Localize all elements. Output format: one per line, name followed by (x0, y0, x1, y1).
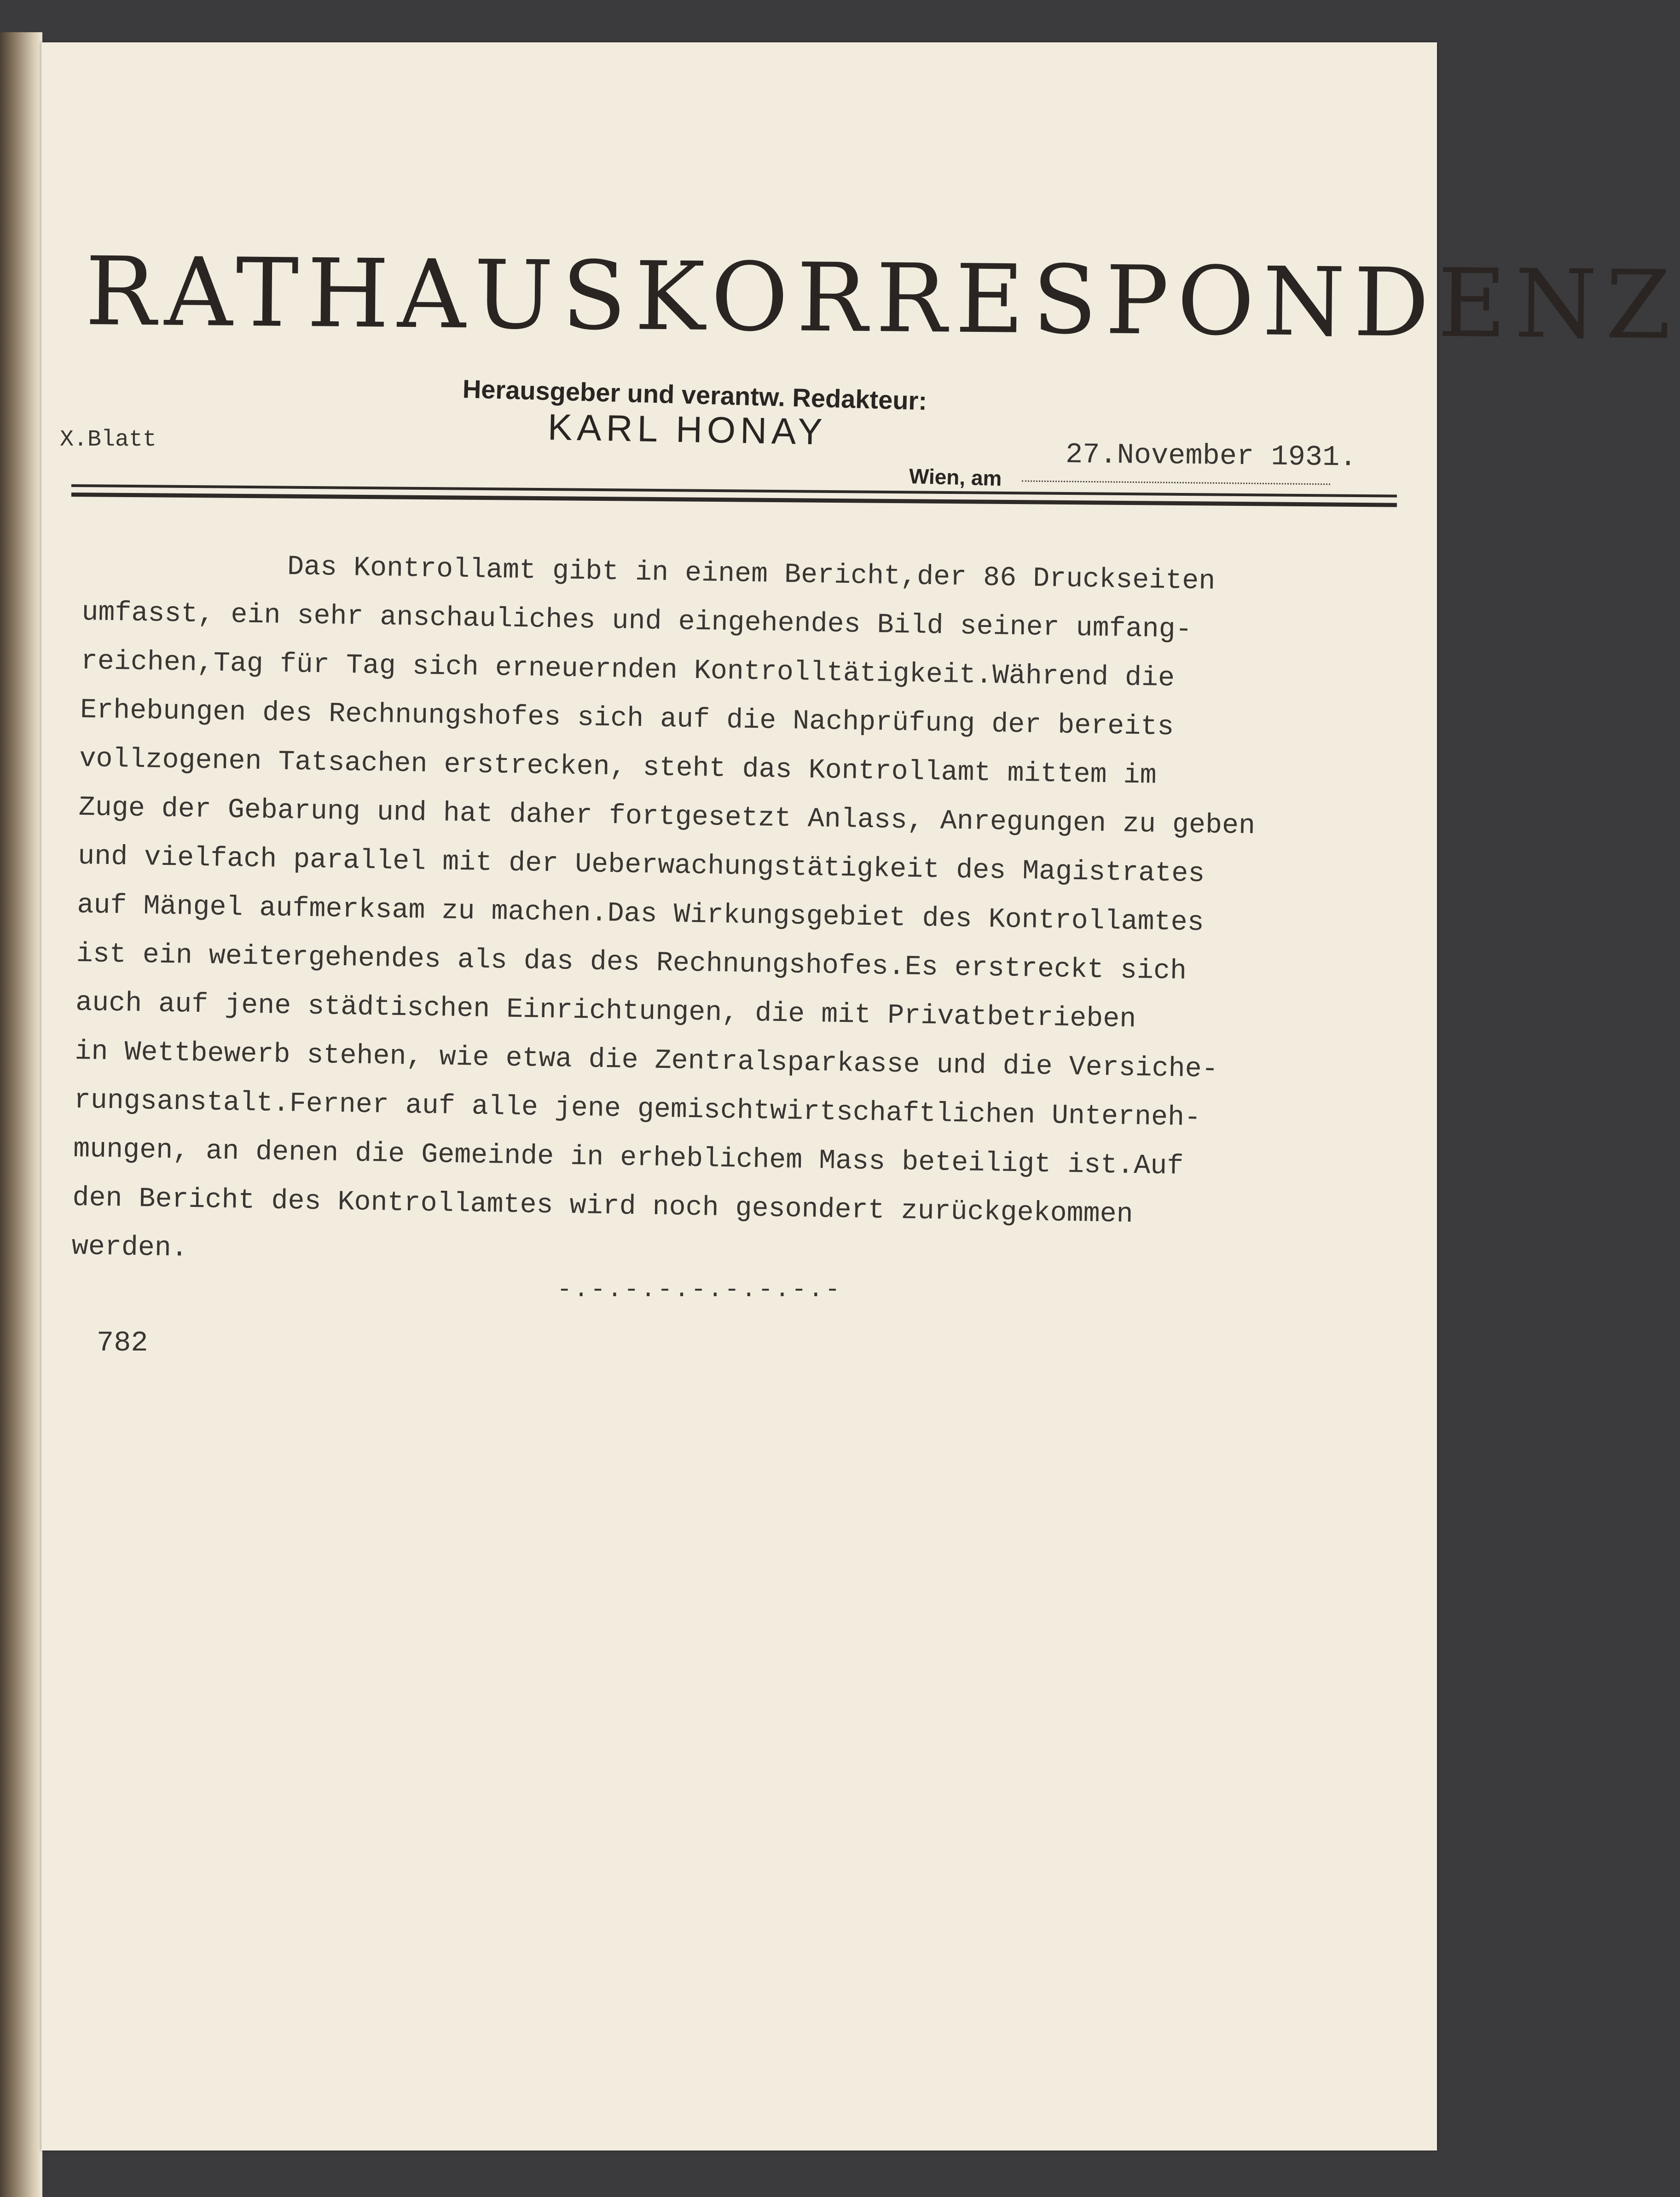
adjacent-page-edge (0, 32, 42, 2197)
page-number: 782 (97, 1327, 148, 1359)
body-line: Zuge der Gebarung und hat daher fortgesetzt Anlass, Anregungen zu geben (78, 792, 1256, 842)
publisher-label: Herausgeber und verantw. Redakteur: (462, 374, 927, 416)
body-line: auch auf jene städtischen Einrichtungen, die mit Privatbetrieben (75, 987, 1136, 1036)
article-body (71, 539, 1408, 1292)
body-line: rungsanstalt.Ferner auf alle jene gemischtwirtschaftlichen Unterneh- (74, 1084, 1201, 1134)
sheet-label: X.Blatt (60, 427, 157, 453)
masthead-title: RATHAUSKORRESPONDENZ (84, 237, 1680, 361)
body-line: Erhebungen des Rechnungshofes sich auf die Nachprüfung der bereits (80, 694, 1174, 743)
body-line: den Bericht des Kontrollamtes wird noch gesondert zurückgekommen (72, 1182, 1134, 1231)
body-line: reichen,Tag für Tag sich erneuernden Kontrolltätigkeit.Während die (81, 645, 1175, 695)
body-line: und vielfach parallel mit der Ueberwachungstätigkeit des Magistrates (77, 841, 1205, 890)
body-line: mungen, an denen die Gemeinde in erheblichem Mass beteiligt ist.Auf (73, 1133, 1184, 1183)
body-line: auf Mängel aufmerksam zu machen.Das Wirkungsgebiet des Kontrollamtes (76, 889, 1205, 939)
body-line: ist ein weitergehendes als das des Rechnungshofes.Es erstreckt sich (76, 938, 1187, 987)
editor-name: KARL HONAY (547, 406, 828, 452)
date-value: 27.November 1931. (1065, 438, 1357, 474)
end-mark: -.-.-.-.-.-.-.-.- (557, 1276, 842, 1304)
place-label: Wien, am (909, 464, 1002, 491)
body-line: umfasst, ein sehr anschauliches und eingehendes Bild seiner umfang- (81, 597, 1193, 646)
body-line: Das Kontrollamt gibt in einem Bericht,der 86 Druckseiten (287, 551, 1216, 597)
document-page (41, 42, 1680, 2151)
body-line: in Wettbewerb stehen, wie etwa die Zentralsparkasse und die Versiche- (74, 1036, 1219, 1085)
body-line: vollzogenen Tatsachen erstrecken, steht das Kontrollamt mittem im (79, 743, 1157, 792)
body-line: werden. (71, 1231, 188, 1264)
